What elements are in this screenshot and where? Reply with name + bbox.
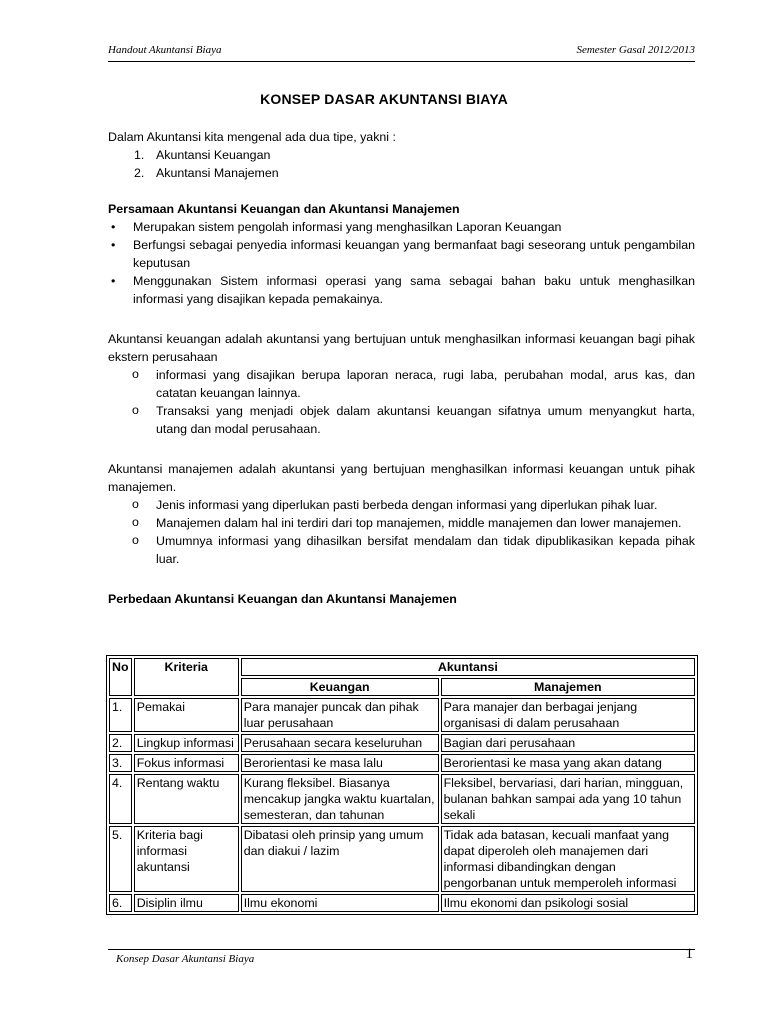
table-header-row — [109, 658, 695, 676]
circle-bullet-icon: o — [132, 497, 139, 511]
perbedaan-heading: Perbedaan Akuntansi Keuangan dan Akuntansi Manajemen — [108, 592, 457, 606]
list-item — [108, 272, 695, 308]
header-kriteria: Kriteria — [134, 658, 239, 696]
header-right: Semester Gasal 2012/2013 — [576, 44, 695, 56]
circle-bullet-icon: o — [132, 533, 139, 547]
cell-no: 3. — [109, 754, 132, 772]
table-row — [109, 894, 695, 912]
cell-no: 6. — [109, 894, 132, 912]
cell-manajemen: Para manajer dan berbagai jenjang organisasi di dalam perusahaan — [441, 698, 695, 732]
cell-keuangan: Dibatasi oleh prinsip yang umum dan diakui / lazim — [241, 826, 439, 892]
list-item-text: Transaksi yang menjadi objek dalam akuntansi keuangan sifatnya umum menyangkut harta, utang dan modal perusahaan. — [156, 404, 695, 436]
list-number: 1. — [134, 148, 145, 162]
list-item-text: Akuntansi Manajemen — [156, 166, 279, 180]
list-item — [108, 366, 695, 402]
list-item-text: informasi yang disajikan berupa laporan neraca, rugi laba, perubahan modal, arus kas, dan catatan keuangan lainnya. — [156, 368, 695, 400]
bullet-icon: • — [111, 274, 116, 288]
list-item — [108, 146, 695, 164]
cell-kriteria: Pemakai — [134, 698, 239, 732]
intro-text: Dalam Akuntansi kita mengenal ada dua tipe, yakni : — [108, 130, 396, 144]
list-item-text: Berfungsi sebagai penyedia informasi keuangan yang bermanfaat bagi seseorang untuk pengambilan keputusan — [133, 238, 695, 270]
list-item — [108, 218, 695, 236]
list-item — [108, 514, 695, 532]
page-title: KONSEP DASAR AKUNTANSI BIAYA — [260, 91, 508, 107]
table-row — [109, 826, 695, 892]
cell-keuangan: Para manajer puncak dan pihak luar perusahaan — [241, 698, 439, 732]
list-item-text: Umumnya informasi yang dihasilkan bersifat mendalam dan tidak dipublikasikan kepada pihak luar. — [156, 534, 695, 566]
list-item-text: Jenis informasi yang diperlukan pasti berbeda dengan informasi yang diperlukan pihak luar. — [156, 498, 658, 512]
comparison-table — [106, 655, 698, 915]
list-item-text: Manajemen dalam hal ini terdiri dari top manajemen, middle manajemen dan lower manajemen. — [156, 516, 682, 530]
list-number: 2. — [134, 166, 145, 180]
list-item — [108, 496, 695, 514]
circle-bullet-icon: o — [132, 515, 139, 529]
header-rule — [108, 61, 695, 62]
cell-manajemen: Berorientasi ke masa yang akan datang — [441, 754, 695, 772]
table-row — [109, 734, 695, 752]
list-item — [108, 402, 695, 438]
list-item-text: Akuntansi Keuangan — [156, 148, 271, 162]
cell-kriteria: Disiplin ilmu — [134, 894, 239, 912]
cell-kriteria: Fokus informasi — [134, 754, 239, 772]
list-item-text: Menggunakan Sistem informasi operasi yang sama sebagai bahan baku untuk menghasilkan informasi yang disajikan kepada pemakainya. — [133, 274, 695, 306]
page-header — [108, 44, 695, 62]
header-keuangan: Keuangan — [241, 678, 439, 696]
cell-keuangan: Berorientasi ke masa lalu — [241, 754, 439, 772]
header-left: Handout Akuntansi Biaya — [108, 44, 222, 56]
list-item — [108, 532, 695, 568]
keuangan-list — [108, 366, 695, 438]
persamaan-list — [108, 218, 695, 308]
persamaan-heading: Persamaan Akuntansi Keuangan dan Akuntansi Manajemen — [108, 202, 460, 216]
list-item — [108, 164, 695, 182]
cell-manajemen: Fleksibel, bervariasi, dari harian, mingguan, bulanan bahkan sampai ada yang 10 tahun sekali — [441, 774, 695, 824]
cell-keuangan: Perusahaan secara keseluruhan — [241, 734, 439, 752]
cell-keuangan: Kurang fleksibel. Biasanya mencakup jangka waktu kuartalan, semesteran, dan tahunan — [241, 774, 439, 824]
cell-no: 1. — [109, 698, 132, 732]
list-item-text: Merupakan sistem pengolah informasi yang menghasilkan Laporan Keuangan — [133, 220, 562, 234]
cell-manajemen: Tidak ada batasan, kecuali manfaat yang dapat diperoleh oleh manajemen dari informasi dibandingkan dengan pengorbanan untuk memperoleh informasi — [441, 826, 695, 892]
cell-no: 2. — [109, 734, 132, 752]
cell-keuangan: Ilmu ekonomi — [241, 894, 439, 912]
cell-kriteria: Rentang waktu — [134, 774, 239, 824]
circle-bullet-icon: o — [132, 403, 139, 417]
intro-list — [108, 146, 695, 182]
table-row — [109, 774, 695, 824]
cell-kriteria: Lingkup informasi — [134, 734, 239, 752]
footer-text: Konsep Dasar Akuntansi Biaya — [116, 953, 255, 965]
cell-manajemen: Bagian dari perusahaan — [441, 734, 695, 752]
header-manajemen: Manajemen — [441, 678, 695, 696]
list-item — [108, 236, 695, 272]
header-akuntansi: Akuntansi — [241, 658, 695, 676]
bullet-icon: • — [111, 220, 116, 234]
circle-bullet-icon: o — [132, 367, 139, 381]
cell-kriteria: Kriteria bagi informasi akuntansi — [134, 826, 239, 892]
manajemen-list — [108, 496, 695, 568]
document-body — [108, 128, 695, 608]
header-no: No — [109, 658, 132, 696]
manajemen-definition: Akuntansi manajemen adalah akuntansi yang bertujuan menghasilkan informasi keuangan untuk pihak manajemen. — [108, 462, 695, 494]
bullet-icon: • — [111, 238, 116, 252]
table-row — [109, 698, 695, 732]
cell-no: 4. — [109, 774, 132, 824]
cell-manajemen: Ilmu ekonomi dan psikologi sosial — [441, 894, 695, 912]
table-row — [109, 754, 695, 772]
cell-no: 5. — [109, 826, 132, 892]
page-number: 1 — [685, 946, 693, 962]
footer-rule — [108, 949, 695, 950]
keuangan-definition: Akuntansi keuangan adalah akuntansi yang bertujuan untuk menghasilkan informasi keuangan bagi pihak ekstern perusahaan — [108, 332, 695, 364]
